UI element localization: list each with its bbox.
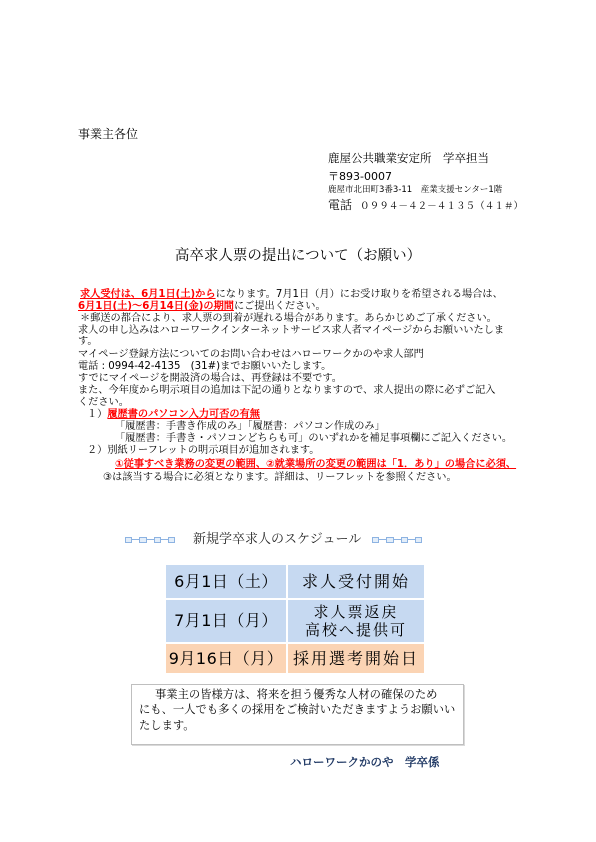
schedule-date-cell <box>166 644 286 673</box>
schedule-event: 採用選考開始日 <box>292 648 419 668</box>
notice-emphasis: ①従事すべき業務の変更の範囲、②就業場所の変更の範囲は「1．あり」の場合に必須、 <box>115 459 517 470</box>
schedule-event-cell <box>288 644 424 673</box>
notice-line: ください。 <box>78 397 129 408</box>
ornament-square <box>125 537 132 543</box>
ornament-square <box>139 537 146 543</box>
sender-office: 鹿屋公共職業安定所 学卒担当 <box>328 151 489 165</box>
notice-line: ③は該当する場合に必須となります。詳細は、リーフレットを参照ください。 <box>103 472 457 483</box>
message-line: たします。 <box>139 719 195 732</box>
message-box <box>131 684 464 745</box>
notice-line <box>115 459 516 471</box>
ornament-square <box>372 537 379 543</box>
schedule-date: 9月16日（月） <box>168 648 284 668</box>
sender-postal-code: 〒893-0007 <box>328 170 392 183</box>
schedule-date: 6月1日（土） <box>174 571 278 591</box>
notice-text: にご提出ください。 <box>233 301 326 312</box>
notice-line: マイページ登録方法についてのお問い合わせはハローワークかのや求人部門 <box>78 349 424 360</box>
schedule-heading: 新規学卒求人のスケジュール <box>193 532 362 547</box>
schedule-date-cell <box>166 600 286 642</box>
notice-emphasis: 履歴書のパソコン入力可否の有無 <box>107 409 260 420</box>
notice-line: 「履歴書：手書き・パソコンどちらも可」のいずれかを補足事項欄にご記入ください。 <box>115 433 513 444</box>
notice-emphasis: 6月1日(土)～6月14日(金)の期間 <box>78 301 234 312</box>
schedule-event: 求人受付開始 <box>301 571 410 591</box>
notice-line: また、今年度から明示項目の追加は下記の通りとなりますので、求人提出の際に必ずご記入 <box>78 385 496 396</box>
schedule-event-cell <box>288 600 424 642</box>
ornament-square <box>415 537 422 543</box>
notice-emphasis: 求人受付は、6月1日(土)から <box>80 289 216 300</box>
phone-label: 電話 <box>328 198 353 212</box>
notice-line: 「履歴書：手書き作成のみ」「履歴書：パソコン作成のみ」 <box>115 421 385 432</box>
notice-line: 求人の申し込みはハローワークインターネットサービス求人者マイページからお願いいたしま <box>78 325 505 336</box>
notice-text: になります。7月1日（月）にお受け取りを希望される場合は、 <box>215 289 503 300</box>
notice-line: す。 <box>78 336 98 347</box>
item-number: １） <box>87 409 108 420</box>
notice-line <box>87 409 260 421</box>
schedule-event: 高校へ提供可 <box>304 621 407 639</box>
notice-line: ＊郵送の都合により、求人票の到着が遅れる場合があります。あらかじめご了承ください。 <box>80 313 497 324</box>
message-line: 事業主の皆様方は、将来を担う優秀な人材の確保のため <box>155 688 438 701</box>
schedule-date: 7月1日（月） <box>174 611 278 630</box>
ornament-square <box>168 537 175 543</box>
schedule-event-cell <box>288 565 424 598</box>
message-line: にも、一人でも多くの採用をご検討いただきますようお願いい <box>139 703 456 716</box>
schedule-event: 求人票返戻 <box>313 603 399 621</box>
ornament-square <box>386 537 393 543</box>
addressee: 事業主各位 <box>78 127 139 141</box>
ornament-square <box>401 537 408 543</box>
notice-line: 電話 : 0994-42-4135 (31#)までお願いいたします。 <box>78 361 332 372</box>
sender-phone <box>328 197 523 214</box>
phone-number: ０９９４－４２－４１３５（４１＃） <box>360 201 524 212</box>
notice-line: ２）別紙リーフレットの明示項目が追加されます。 <box>87 445 320 456</box>
sender-address: 鹿屋市北田町3番3-11 産業支援センター1階 <box>328 185 503 195</box>
ornament-square <box>154 537 161 543</box>
heading-ornament-left <box>125 536 175 544</box>
notice-line: すでにマイページを開設済の場合は、再登録は不要です。 <box>78 373 342 384</box>
notice-line <box>78 289 503 301</box>
notice-line <box>78 301 326 313</box>
heading-ornament-right <box>372 536 422 544</box>
schedule-date-cell <box>166 565 286 598</box>
document-title: 高卒求人票の提出について（お願い） <box>174 248 422 264</box>
signature: ハローワークかのや 学卒係 <box>290 755 440 769</box>
sender-block <box>328 151 558 213</box>
